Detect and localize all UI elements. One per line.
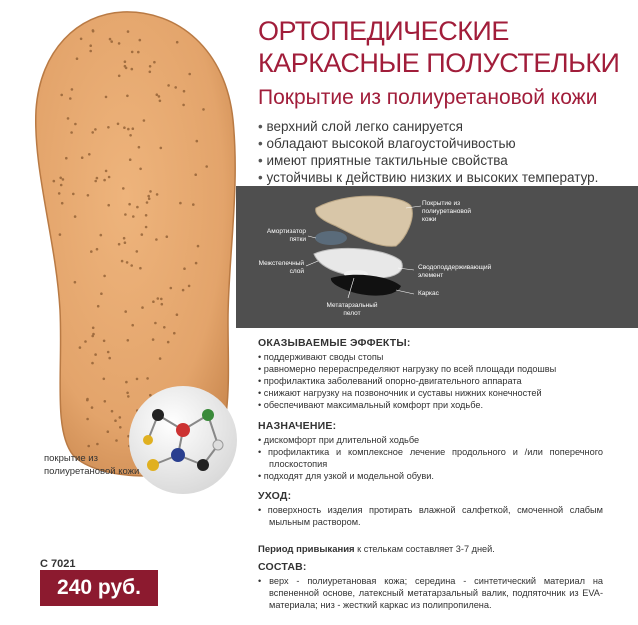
perforation-hole — [194, 173, 197, 176]
perforation-hole — [87, 445, 90, 448]
perforation-hole — [149, 65, 152, 68]
care-heading: УХОД: — [258, 490, 292, 502]
adaptation-period-label: Период привыкания — [258, 544, 355, 555]
perforation-hole — [74, 123, 77, 126]
perforation-hole — [155, 238, 158, 241]
perforation-hole — [71, 88, 74, 91]
perforation-hole — [147, 195, 150, 198]
adaptation-period — [258, 544, 495, 555]
composition-list — [258, 575, 603, 611]
perforation-hole — [61, 202, 64, 205]
perforation-hole — [127, 30, 130, 33]
perforation-hole — [182, 289, 185, 292]
perforation-hole — [107, 126, 110, 129]
diagram-label-arch: Сводоподдерживающий элемент — [418, 264, 492, 279]
composition-heading: СОСТАВ: — [258, 561, 307, 573]
perforation-hole — [103, 378, 106, 381]
perforation-hole — [197, 245, 200, 248]
perforation-hole — [160, 147, 163, 150]
perforation-hole — [107, 430, 110, 433]
feature-item: • верхний слой легко санируется — [258, 118, 598, 135]
perforation-hole — [159, 357, 162, 360]
perforation-hole — [119, 416, 122, 419]
perforation-hole — [86, 418, 89, 421]
perforation-hole — [118, 42, 121, 45]
perforation-hole — [196, 140, 199, 143]
perforation-hole — [105, 170, 108, 173]
perforation-hole — [176, 41, 179, 44]
perforation-hole — [104, 400, 107, 403]
price-badge: 240 руб. — [40, 570, 158, 606]
perforation-hole — [156, 93, 159, 96]
effects-item: • снижают нагрузку на позвоночник и суставы нижних конечностей — [258, 387, 603, 399]
perforation-hole — [100, 292, 103, 295]
perforation-hole — [91, 362, 94, 365]
perforation-hole — [149, 190, 152, 193]
perforation-hole — [161, 303, 164, 306]
perforation-hole — [119, 426, 122, 429]
perforation-hole — [131, 51, 134, 54]
adaptation-period-text: к стелькам составляет 3-7 дней. — [354, 544, 495, 554]
perforation-hole — [59, 233, 62, 236]
perforation-hole — [124, 213, 127, 216]
perforation-hole — [105, 96, 108, 99]
perforation-hole — [89, 44, 92, 47]
care-item: • поверхность изделия протирать влажной салфеткой, смоченной слабым мыльным раствором. — [258, 504, 603, 528]
perforation-hole — [103, 340, 106, 343]
perforation-hole — [127, 128, 130, 131]
perforation-hole — [132, 215, 135, 218]
perforation-hole — [70, 131, 73, 134]
perforation-hole — [58, 192, 61, 195]
perforation-hole — [188, 73, 191, 76]
effects-item: • поддерживают своды стопы — [258, 351, 603, 363]
perforation-hole — [94, 353, 97, 356]
perforation-hole — [107, 351, 110, 354]
perforation-hole — [97, 305, 100, 308]
molecule-icon — [128, 385, 238, 495]
perforation-hole — [159, 100, 162, 103]
perforation-hole — [67, 117, 70, 120]
perforation-hole — [124, 65, 127, 68]
perforation-hole — [81, 156, 84, 159]
feature-item: • обладают высокой влагоустойчивостью — [258, 135, 598, 152]
perforation-hole — [72, 193, 75, 196]
perforation-hole — [89, 50, 92, 53]
perforation-hole — [126, 261, 129, 264]
perforation-hole — [124, 60, 127, 63]
effects-heading: ОКАЗЫВАЕМЫЕ ЭФФЕКТЫ: — [258, 337, 411, 349]
perforation-hole — [153, 61, 156, 64]
perforation-hole — [79, 346, 82, 349]
purpose-item: • профилактика и комплексное лечение продольного и /или поперечного плоскостопия — [258, 446, 603, 470]
perforation-hole — [69, 97, 72, 100]
perforation-hole — [53, 180, 56, 183]
perforation-hole — [170, 287, 173, 290]
perforation-hole — [103, 179, 106, 182]
perforation-hole — [145, 214, 148, 217]
perforation-hole — [173, 332, 176, 335]
features-list — [258, 118, 598, 186]
perforation-hole — [108, 176, 111, 179]
perforation-hole — [59, 177, 62, 180]
perforation-hole — [123, 237, 126, 240]
perforation-hole — [109, 38, 112, 41]
perforation-hole — [60, 184, 63, 187]
perforation-hole — [94, 128, 97, 131]
perforation-hole — [139, 168, 142, 171]
care-list — [258, 504, 603, 528]
perforation-hole — [111, 410, 114, 413]
perforation-hole — [74, 281, 77, 284]
perforation-hole — [154, 322, 157, 325]
feature-item: • имеют приятные тактильные свойства — [258, 152, 598, 169]
perforation-hole — [149, 71, 152, 74]
insole-caption: покрытие из полиуретановой кожи — [44, 453, 140, 477]
perforation-hole — [94, 180, 97, 183]
perforation-hole — [192, 203, 195, 206]
perforation-hole — [103, 275, 106, 278]
effects-item: • обеспечивают максимальный комфорт при ходьбе. — [258, 399, 603, 411]
perforation-hole — [114, 419, 117, 422]
effects-list — [258, 351, 603, 411]
perforation-hole — [156, 193, 159, 196]
perforation-hole — [92, 327, 95, 330]
perforation-hole — [152, 338, 155, 341]
perforation-hole — [167, 341, 170, 344]
page-subtitle: Покрытие из полиуретановой кожи — [258, 86, 598, 109]
diagram-label-metatarsal: Метатарзальный пелот — [326, 302, 378, 317]
perforation-hole — [183, 267, 186, 270]
perforation-hole — [107, 204, 110, 207]
perforation-hole — [127, 339, 130, 342]
perforation-hole — [118, 75, 121, 78]
perforation-hole — [136, 206, 139, 209]
perforation-hole — [182, 104, 185, 107]
perforation-hole — [138, 146, 141, 149]
perforation-hole — [158, 95, 161, 98]
feature-item: • устойчивы к действию низких и высоких температур. — [258, 169, 598, 186]
perforation-hole — [131, 324, 134, 327]
page-title-line-2: КАРКАСНЫЕ ПОЛУСТЕЛЬКИ — [258, 48, 620, 78]
article-number: С 7021 — [40, 558, 76, 570]
perforation-hole — [76, 57, 79, 60]
perforation-hole — [176, 313, 179, 316]
perforation-hole — [74, 215, 77, 218]
perforation-hole — [205, 165, 208, 168]
perforation-hole — [96, 248, 99, 251]
perforation-hole — [118, 243, 121, 246]
perforation-hole — [131, 68, 134, 71]
perforation-hole — [100, 234, 103, 237]
perforation-hole — [136, 250, 139, 253]
perforation-hole — [128, 203, 131, 206]
perforation-hole — [90, 250, 93, 253]
perforation-hole — [123, 126, 126, 129]
perforation-hole — [121, 260, 124, 263]
effects-item: • равномерно перераспределяют нагрузку по всей площади подошвы — [258, 363, 603, 375]
perforation-hole — [167, 84, 170, 87]
perforation-hole — [62, 178, 65, 181]
perforation-hole — [163, 326, 166, 329]
composition-item: • верх - полиуретановая кожа; середина - синтетический материал на вспененной основе, латексный метатарзальный валик, подпяточник из EVA-материала; низ - жесткий каркас из полипропилена. — [258, 575, 603, 611]
perforation-hole — [110, 40, 113, 43]
perforation-hole — [80, 38, 83, 41]
perforation-hole — [148, 197, 151, 200]
perforation-hole — [183, 90, 186, 93]
perforation-hole — [91, 406, 94, 409]
perforation-hole — [130, 264, 133, 267]
diagram-label-shock: Амортизатор пятки — [266, 228, 306, 243]
perforation-hole — [124, 241, 127, 244]
perforation-hole — [117, 123, 120, 126]
perforation-hole — [141, 306, 144, 309]
perforation-hole — [92, 30, 95, 33]
perforation-hole — [188, 285, 191, 288]
diagram-label-frame: Каркас — [418, 290, 439, 297]
perforation-hole — [126, 95, 129, 98]
perforation-hole — [122, 187, 125, 190]
perforation-hole — [125, 381, 128, 384]
perforation-hole — [145, 226, 148, 229]
diagram-label-middle: Межстелечный слой — [258, 260, 304, 275]
page-title-line-1: ОРТОПЕДИЧЕСКИЕ — [258, 16, 509, 46]
perforation-hole — [86, 399, 89, 402]
purpose-heading: НАЗНАЧЕНИЕ: — [258, 420, 337, 432]
perforation-hole — [96, 443, 99, 446]
perforation-hole — [136, 378, 139, 381]
perforation-hole — [202, 108, 205, 111]
perforation-hole — [84, 340, 87, 343]
perforation-hole — [129, 134, 132, 137]
perforation-hole — [195, 262, 198, 265]
perforation-hole — [146, 377, 149, 380]
layers-diagram — [236, 186, 638, 328]
perforation-hole — [87, 194, 90, 197]
perforation-hole — [139, 267, 142, 270]
perforation-hole — [157, 297, 160, 300]
perforation-hole — [60, 94, 63, 97]
perforation-hole — [96, 177, 99, 180]
perforation-hole — [88, 153, 91, 156]
purpose-list — [258, 434, 603, 482]
diagram-label-cover: Покрытие из полиуретановой кожи — [422, 200, 471, 223]
perforation-hole — [115, 439, 118, 442]
purpose-item: • подходят для узкой и модельной обуви. — [258, 470, 603, 482]
purpose-item: • дискомфорт при длительной ходьбе — [258, 434, 603, 446]
perforation-hole — [65, 157, 68, 160]
perforation-hole — [129, 158, 132, 161]
perforation-hole — [137, 51, 140, 54]
perforation-hole — [92, 333, 95, 336]
perforation-hole — [160, 298, 163, 301]
perforation-hole — [146, 201, 149, 204]
perforation-hole — [91, 131, 94, 134]
perforation-hole — [143, 119, 146, 122]
perforation-hole — [174, 86, 177, 89]
perforation-hole — [108, 357, 111, 360]
effects-item: • профилактика заболеваний опорно-двигательного аппарата — [258, 375, 603, 387]
perforation-hole — [166, 235, 169, 238]
perforation-hole — [179, 202, 182, 205]
perforation-hole — [132, 127, 135, 130]
perforation-hole — [139, 39, 142, 42]
perforation-hole — [141, 233, 144, 236]
perforation-hole — [152, 300, 155, 303]
perforation-hole — [124, 310, 127, 313]
